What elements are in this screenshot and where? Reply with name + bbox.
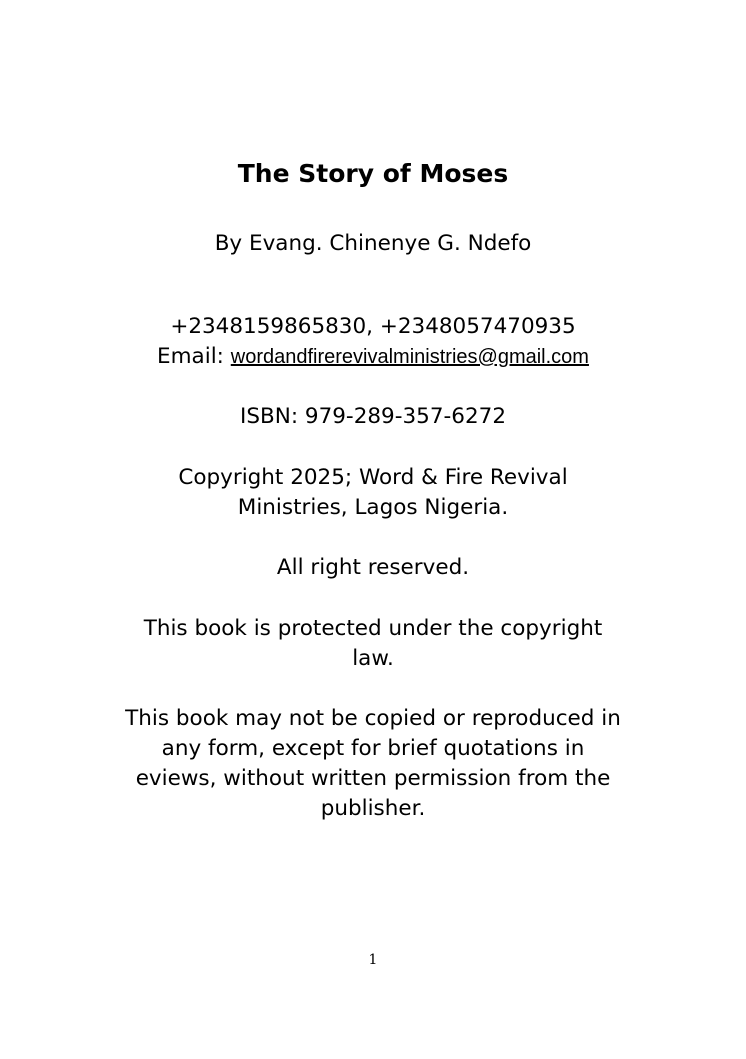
restriction-line-2: any form, except for brief quotations in — [161, 736, 585, 761]
isbn-text: ISBN: 979-289-357-6272 — [240, 404, 506, 429]
copyright-line-1: Copyright 2025; Word & Fire Revival — [178, 465, 568, 490]
isbn-line — [60, 402, 686, 432]
protection-line-1: This book is protected under the copyright — [143, 616, 603, 641]
email-link[interactable]: wordandfirerevivalministries@gmail.com — [230, 346, 589, 368]
author-text: By Evang. Chinenye G. Ndefo — [214, 231, 532, 256]
restriction-line-4: publisher. — [320, 796, 426, 821]
rights-line — [60, 553, 686, 583]
book-title: The Story of Moses — [237, 159, 509, 188]
copyright-line-2: Ministries, Lagos Nigeria. — [237, 495, 509, 520]
restriction-line-1: This book may not be copied or reproduced in — [125, 706, 621, 731]
copyright-block — [60, 463, 686, 523]
author-line — [60, 229, 686, 259]
protection-block — [60, 614, 686, 674]
restriction-line-3: eviews, without written permission from the — [135, 766, 611, 791]
page-number: 1 — [368, 952, 378, 968]
restriction-block — [60, 704, 686, 824]
contact-block — [60, 312, 686, 372]
email-label: Email: — [157, 344, 231, 369]
phone-numbers: +2348159865830, +2348057470935 — [170, 314, 576, 339]
email-line — [60, 342, 686, 372]
protection-line-2: law. — [352, 646, 394, 671]
rights-text: All right reserved. — [276, 555, 470, 580]
